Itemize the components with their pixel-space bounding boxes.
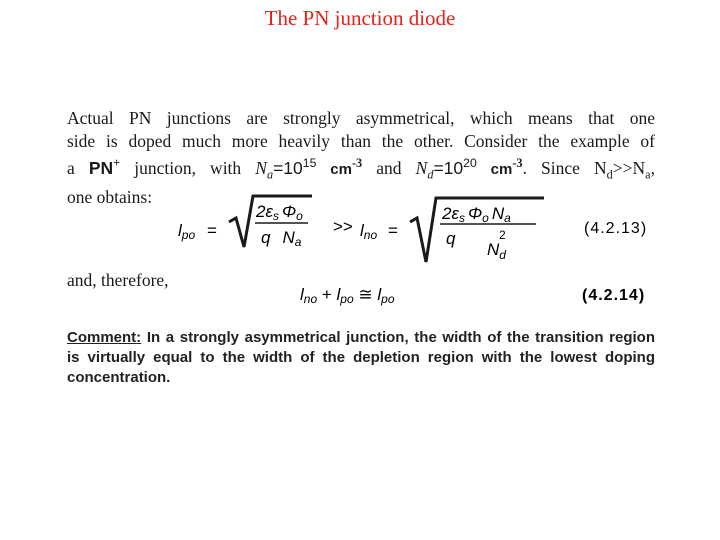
eq1-lhs: lpo bbox=[178, 221, 196, 242]
therefore-line: and, therefore, bbox=[67, 270, 169, 290]
eq1-equals: = bbox=[207, 221, 217, 240]
eq1-equals-2: = bbox=[388, 221, 398, 240]
eq1-numerator-2: 2εs Φo Na bbox=[442, 204, 511, 225]
eq1-much-greater: >> bbox=[333, 217, 353, 236]
eq2-number: (4.2.14) bbox=[582, 287, 646, 304]
intro-line-4: one obtains: bbox=[67, 186, 153, 207]
equation-4-2-14: lno + lpo ≅ lpo bbox=[300, 285, 395, 306]
eq1-numerator: 2εs Φo bbox=[256, 202, 303, 223]
eq1-denominator-exp: 2 bbox=[499, 228, 506, 242]
intro-line-1: Actual PN junctions are strongly asymmetrical, which means that one bbox=[67, 108, 655, 128]
eq1-rhs: lno bbox=[360, 221, 378, 242]
eq1-denominator-nd: $N_d$ bbox=[487, 240, 506, 262]
eq1-denominator: q Na bbox=[261, 228, 302, 249]
comment-paragraph bbox=[67, 328, 655, 388]
intro-line-3: a PN+ junction, with $N_a=10^{15}$ $cm^{-3}$ and $N_d=10^{20}$ $cm^{-3}$. Since $N_d>>N_a$, bbox=[67, 156, 655, 182]
eq1-denominator-q: q bbox=[446, 229, 456, 248]
comment-text: In a strongly asymmetrical junction, the width of the transition region is virtually equal to the width of the depletion region with the lowest doping concentration. bbox=[67, 329, 655, 386]
eq1-number: (4.2.13) bbox=[584, 220, 648, 237]
slide-title: The PN junction diode bbox=[264, 6, 456, 30]
intro-line-2: side is doped much more heavily than the other. Consider the example of bbox=[67, 130, 655, 151]
comment-label: Comment: bbox=[67, 329, 142, 346]
